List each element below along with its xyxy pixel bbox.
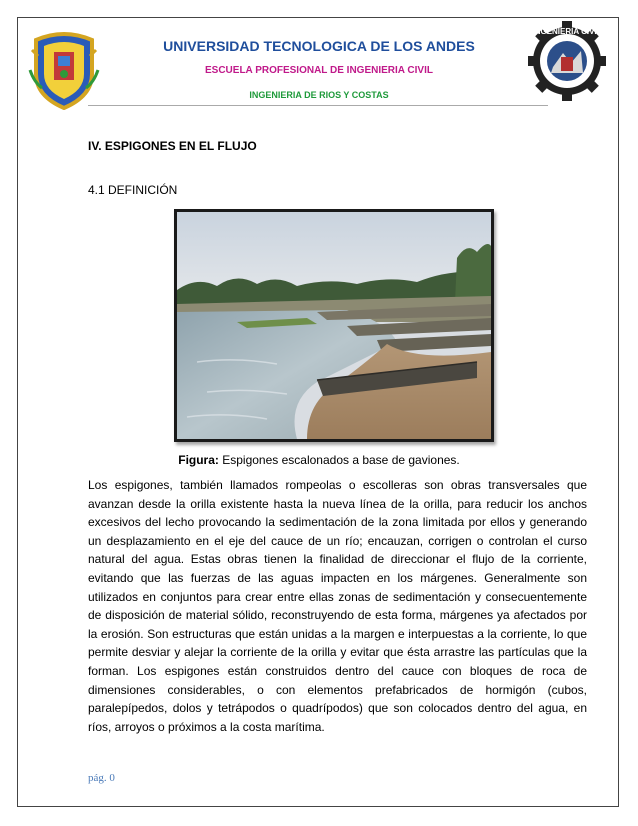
university-name: UNIVERSIDAD TECNOLOGICA DE LOS ANDES — [163, 38, 475, 54]
page-header — [0, 0, 638, 110]
body-paragraph: Los espigones, también llamados rompeolas o escolleras son obras transversales que avanzan desde la orilla existente hasta la nueva línea de la orilla, para reducir los anchos excesivos del lecho provocando la sedimentación de la zona limitada por ellos y generando un desplazamiento en el eje del cauce de un río; encauzan, corrigen o controlan el curso natural del agua. Estas obras tienen la finalidad de direccionar el flujo de la corriente, evitando que las fuerzas de las aguas impacten en los márgenes. Generalmente son utilizados en conjuntos para crear entre ellas zonas de sedimentación y consecuentemente de disposición de material sólido, reconstruyendo de esta forma, márgenes ya afectados por la erosión. Son estructuras que están unidas a la margen e interpuestas a la corriente, lo que permite desviar y alejar la corriente de la orilla y evitar que ésta arrastre las partículas que la forman. Los espigones están construidos dentro del cauce con bloques de roca de dimensiones considerables, o con elementos prefabricados de hormigón (cubos, paralepípedos, dolos y tetrápodos o quadrípodos) que son colocados dentro del agua, en ríos, arroyos o próximos a la costa marítima. — [88, 478, 587, 734]
figure-caption — [0, 453, 638, 467]
course-name: INGENIERIA DE RIOS Y COSTAS — [249, 90, 389, 100]
section-title: IV. ESPIGONES EN EL FLUJO — [88, 139, 257, 153]
figure-photo — [174, 209, 494, 442]
civil-engineering-gear-logo-icon — [528, 20, 606, 102]
caption-text: Espigones escalonados a base de gaviones. — [218, 453, 460, 467]
header-divider — [88, 105, 548, 106]
caption-label: Figura: — [178, 453, 219, 467]
page-number: pág. 0 — [88, 772, 115, 784]
logo-right-text: INGENIERIA CIVIL — [532, 27, 602, 36]
subsection-title: 4.1 DEFINICIÓN — [88, 183, 178, 197]
school-name: ESCUELA PROFESIONAL DE INGENIERIA CIVIL — [205, 65, 433, 76]
